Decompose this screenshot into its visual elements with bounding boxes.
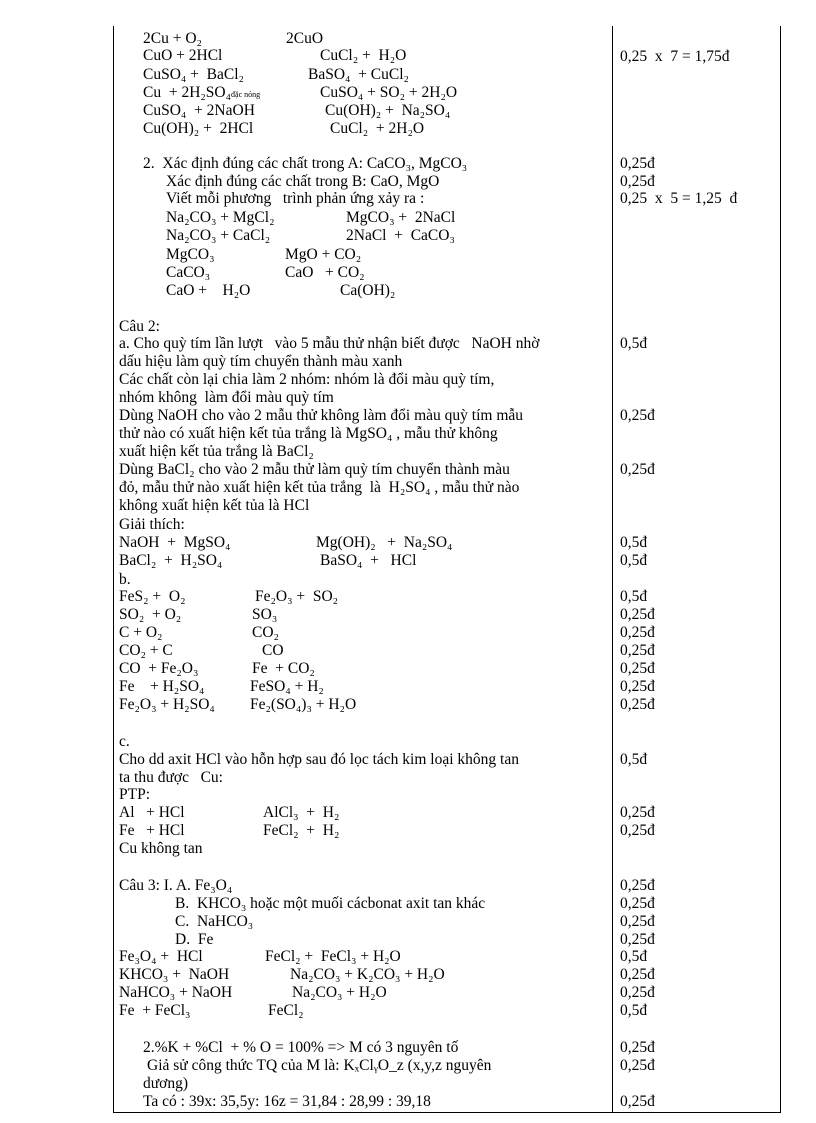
score-value: 0,25đ bbox=[620, 407, 655, 424]
score-value: 0,5đ bbox=[620, 552, 648, 569]
reaction-product: Na₂CO₃ + K₂CO₃ + H₂O bbox=[290, 966, 445, 983]
answer-line bbox=[119, 335, 539, 352]
line-text: 2Cu + O₂ bbox=[143, 30, 202, 47]
score-value: 0,25đ bbox=[620, 913, 655, 930]
answer-line bbox=[119, 516, 185, 533]
table-border-right bbox=[780, 26, 781, 1113]
score-value: 0,25đ bbox=[620, 931, 655, 948]
line-text: C + O₂ bbox=[119, 624, 163, 641]
answer-line bbox=[119, 318, 160, 335]
line-text: BaCl₂ + H₂SO₄ bbox=[119, 552, 223, 569]
answer-line bbox=[119, 786, 150, 803]
answer-line bbox=[119, 571, 131, 588]
answer-line bbox=[119, 497, 309, 514]
answer-line bbox=[119, 840, 203, 857]
answer-line bbox=[119, 353, 402, 370]
answer-line bbox=[143, 1039, 458, 1056]
score-value: 0,25đ bbox=[620, 660, 655, 677]
line-text: Dùng NaOH cho vào 2 mẫu thử không làm đổi màu quỳ tím mẫu bbox=[119, 407, 524, 424]
reaction-product: CO bbox=[262, 642, 284, 659]
answer-line bbox=[175, 931, 213, 948]
answer-line bbox=[119, 1002, 190, 1019]
line-text: C. NaHCO₃ bbox=[175, 913, 254, 930]
answer-line bbox=[143, 30, 202, 47]
reaction-product: Fe₂(SO₄)₃ + H₂O bbox=[250, 696, 357, 713]
reaction-product: FeCl₂ + H₂ bbox=[263, 822, 340, 839]
answer-line bbox=[119, 966, 229, 983]
answer-line bbox=[166, 209, 275, 226]
line-text: FeS₂ + O₂ bbox=[119, 588, 186, 605]
reaction-product: AlCl₃ + H₂ bbox=[263, 804, 340, 821]
answer-line bbox=[119, 660, 198, 677]
line-text: xuất hiện kết tủa trắng là BaCl₂ bbox=[119, 443, 314, 460]
reaction-product: CuCl₂ + 2H₂O bbox=[330, 120, 425, 137]
line-text: CuSO₄ + 2NaOH bbox=[143, 102, 255, 119]
reaction-product: FeCl₂ bbox=[268, 1002, 304, 1019]
line-text: Câu 3: I. A. Fe₃O₄ bbox=[119, 877, 233, 894]
line-text: CaCO₃ bbox=[166, 264, 211, 281]
answer-line bbox=[119, 606, 181, 623]
answer-line bbox=[166, 173, 439, 190]
score-value: 0,25đ bbox=[620, 877, 655, 894]
answer-line bbox=[119, 389, 334, 406]
line-text: Xác định đúng các chất trong B: CaO, MgO bbox=[166, 173, 440, 190]
answer-line bbox=[119, 479, 519, 496]
reaction-product: BaSO₄ + HCl bbox=[320, 552, 417, 569]
line-text: Cho dd axit HCl vào hỗn hợp sau đó lọc tách kim loại không tan bbox=[119, 751, 519, 768]
answer-line bbox=[119, 984, 232, 1001]
answer-line bbox=[166, 190, 424, 207]
answer-line bbox=[147, 1057, 491, 1074]
line-text: CuO + 2HCl bbox=[143, 47, 223, 64]
line-text: Viết mỗi phương trình phản ứng xảy ra : bbox=[166, 190, 425, 207]
answer-line bbox=[175, 913, 253, 930]
reaction-product: Na₂CO₃ + H₂O bbox=[292, 984, 387, 1001]
answer-line bbox=[119, 552, 222, 569]
reaction-product: 2CuO bbox=[286, 30, 324, 47]
score-value: 0,25 x 5 = 1,25 đ bbox=[620, 190, 738, 207]
score-value: 0,25đ bbox=[620, 173, 655, 190]
score-value: 0,5đ bbox=[620, 751, 648, 768]
answer-line bbox=[119, 443, 314, 460]
score-value: 0,25đ bbox=[620, 895, 655, 912]
answer-line bbox=[143, 1093, 431, 1110]
line-text: Câu 2: bbox=[119, 318, 160, 335]
line-text: Al + HCl bbox=[119, 804, 185, 821]
line-text: KHCO₃ + NaOH bbox=[119, 966, 230, 983]
reaction-product: Cu(OH)₂ + Na₂SO₄ bbox=[325, 102, 451, 119]
score-value: 0,25đ bbox=[620, 1093, 655, 1110]
answer-line bbox=[143, 66, 244, 83]
answer-line bbox=[119, 751, 519, 768]
answer-line bbox=[119, 425, 498, 442]
score-value: 0,25đ bbox=[620, 696, 655, 713]
answer-line bbox=[143, 102, 255, 119]
answer-line bbox=[166, 264, 210, 281]
line-text: CO₂ + C bbox=[119, 642, 173, 659]
answer-line bbox=[119, 696, 215, 713]
score-value: 0,25đ bbox=[620, 804, 655, 821]
answer-line bbox=[119, 678, 204, 695]
answer-line bbox=[119, 769, 223, 786]
score-value: 0,5đ bbox=[620, 335, 648, 352]
line-text: Na₂CO₃ + MgCl₂ bbox=[166, 209, 275, 226]
line-text: không xuất hiện kết tủa là HCl bbox=[119, 497, 310, 514]
score-value: 0,5đ bbox=[620, 1002, 648, 1019]
score-value: 0,25đ bbox=[620, 461, 655, 478]
line-text: NaOH + MgSO₄ bbox=[119, 534, 231, 551]
line-text: c. bbox=[119, 733, 130, 750]
answer-line bbox=[166, 246, 214, 263]
line-text: Fe₂O₃ + H₂SO₄ bbox=[119, 696, 215, 713]
score-value: 0,25đ bbox=[620, 155, 655, 172]
line-text: Cu không tan bbox=[119, 840, 203, 857]
answer-line bbox=[143, 84, 260, 103]
score-value: 0,5đ bbox=[620, 948, 648, 965]
reaction-product: FeSO₄ + H₂ bbox=[250, 678, 324, 695]
answer-line bbox=[119, 877, 232, 894]
line-text: dấu hiệu làm quỳ tím chuyển thành màu xanh bbox=[119, 353, 403, 370]
reaction-product: SO₃ bbox=[252, 606, 278, 623]
line-text: D. Fe bbox=[175, 931, 214, 948]
line-text: nhóm không làm đổi màu quỳ tím bbox=[119, 389, 334, 406]
reaction-product: 2NaCl + CaCO₃ bbox=[346, 227, 455, 244]
score-value: 0,25 x 7 = 1,75đ bbox=[620, 48, 730, 65]
table-column-divider bbox=[612, 26, 613, 1113]
line-text: MgCO₃ bbox=[166, 246, 215, 263]
line-text: Cu + 2H₂SO₄ bbox=[143, 84, 232, 101]
line-text: Fe₃O₄ + HCl bbox=[119, 948, 203, 965]
answer-line bbox=[119, 588, 186, 605]
line-text: Fe + FeCl₃ bbox=[119, 1002, 191, 1019]
answer-line bbox=[166, 282, 250, 299]
reaction-product: CuSO₄ + SO₂ + 2H₂O bbox=[320, 84, 458, 101]
reaction-product: CaO + CO₂ bbox=[285, 264, 365, 281]
line-text: Na₂CO₃ + CaCl₂ bbox=[166, 227, 271, 244]
answer-line bbox=[119, 642, 173, 659]
reaction-product: Mg(OH)₂ + Na₂SO₄ bbox=[316, 534, 453, 551]
line-text: a. Cho quỳ tím lần lượt vào 5 mẫu thử nhận biết được NaOH nhờ bbox=[119, 335, 540, 352]
score-value: 0,25đ bbox=[620, 1039, 655, 1056]
line-text: Ta có : 39x: 35,5y: 16z = 31,84 : 28,99 : 39,18 bbox=[143, 1093, 431, 1110]
answer-line bbox=[119, 804, 185, 821]
answer-line bbox=[119, 733, 130, 750]
line-text: Fe + HCl bbox=[119, 822, 185, 839]
line-text: CaO + H₂O bbox=[166, 282, 251, 299]
answer-line bbox=[143, 155, 467, 172]
line-text: ta thu được Cu: bbox=[119, 769, 223, 786]
answer-line bbox=[119, 461, 510, 478]
score-value: 0,25đ bbox=[620, 678, 655, 695]
answer-line bbox=[143, 120, 253, 137]
line-subscript: đặc nóng bbox=[231, 90, 261, 99]
line-text: thử nào có xuất hiện kết tủa trắng là MgSO₄ , mẫu thử không bbox=[119, 425, 498, 442]
table-border-left bbox=[113, 26, 114, 1113]
line-text: Giải thích: bbox=[119, 516, 185, 533]
score-value: 0,25đ bbox=[620, 624, 655, 641]
answer-line bbox=[119, 624, 162, 641]
score-value: 0,5đ bbox=[620, 534, 648, 551]
line-text: Cu(OH)₂ + 2HCl bbox=[143, 120, 254, 137]
answer-line bbox=[166, 227, 270, 244]
line-text: dương) bbox=[143, 1075, 189, 1092]
line-text: CuSO₄ + BaCl₂ bbox=[143, 66, 244, 83]
line-text: Fe + H₂SO₄ bbox=[119, 678, 205, 695]
reaction-product: CO₂ bbox=[252, 624, 279, 641]
answer-line bbox=[119, 948, 203, 965]
line-text: b. bbox=[119, 571, 131, 588]
line-text: B. KHCO₃ hoặc một muối cácbonat axit tan khác bbox=[175, 895, 486, 912]
score-value: 0,25đ bbox=[620, 606, 655, 623]
score-value: 0,25đ bbox=[620, 1057, 655, 1074]
answer-line bbox=[119, 407, 523, 424]
reaction-product: MgCO₃ + 2NaCl bbox=[346, 209, 456, 226]
answer-line bbox=[119, 534, 230, 551]
score-value: 0,25đ bbox=[620, 822, 655, 839]
reaction-product: BaSO₄ + CuCl₂ bbox=[308, 66, 409, 83]
reaction-product: FeCl₂ + FeCl₃ + H₂O bbox=[265, 948, 401, 965]
reaction-product: Fe₂O₃ + SO₂ bbox=[255, 588, 339, 605]
reaction-product: MgO + CO₂ bbox=[285, 246, 362, 263]
reaction-product: Fe + CO₂ bbox=[252, 660, 315, 677]
score-value: 0,5đ bbox=[620, 588, 648, 605]
score-value: 0,25đ bbox=[620, 984, 655, 1001]
answer-line bbox=[143, 47, 222, 64]
reaction-product: CuCl₂ + H₂O bbox=[320, 47, 407, 64]
answer-line bbox=[175, 895, 485, 912]
table-border-bottom bbox=[113, 1112, 781, 1113]
answer-line bbox=[119, 822, 185, 839]
line-text: Dùng BaCl₂ cho vào 2 mẫu thử làm quỳ tím chuyển thành màu bbox=[119, 461, 510, 478]
line-text: Các chất còn lại chia làm 2 nhóm: nhóm là đổi màu quỳ tím, bbox=[119, 371, 495, 388]
line-text: 2. Xác định đúng các chất trong A: CaCO₃, MgCO₃ bbox=[143, 155, 468, 172]
score-value: 0,25đ bbox=[620, 642, 655, 659]
line-text: PTP: bbox=[119, 786, 151, 803]
line-text: NaHCO₃ + NaOH bbox=[119, 984, 233, 1001]
reaction-product: Ca(OH)₂ bbox=[340, 282, 396, 299]
answer-line bbox=[143, 1075, 188, 1092]
line-text: 2.%K + %Cl + % O = 100% => M có 3 nguyên tố bbox=[143, 1039, 459, 1056]
line-text: CO + Fe₂O₃ bbox=[119, 660, 199, 677]
line-text: Giả sử công thức TQ của M là: KₓClᵧO_z (x,y,z nguyên bbox=[147, 1057, 492, 1074]
line-text: SO₂ + O₂ bbox=[119, 606, 182, 623]
score-value: 0,25đ bbox=[620, 966, 655, 983]
answer-line bbox=[119, 371, 494, 388]
line-text: đỏ, mẫu thử nào xuất hiện kết tủa trắng là H₂SO₄ , mẫu thử nào bbox=[119, 479, 520, 496]
